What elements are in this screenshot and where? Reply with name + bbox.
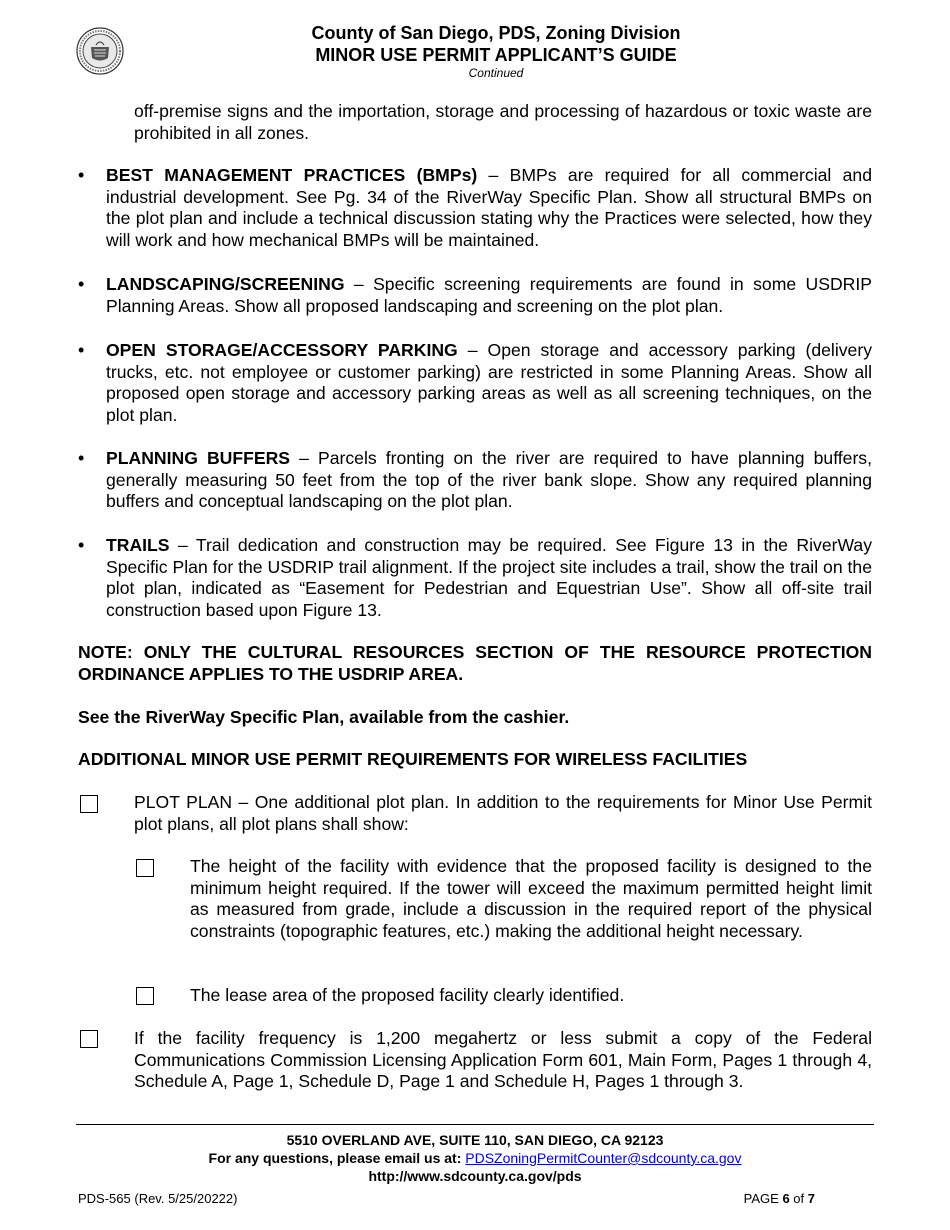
bullet-text: – Trail dedication and construction may be required. See Figure 13 in the RiverWay Specific Plan for the USDRIP trail alignment. If the project site includes a trail, show the trail on the plot plan, indicated as “Easement for Pedestrian and Equestrian Use”. Show all off-site trail construction based upon Figure 13. — [106, 535, 872, 620]
page-label: PAGE — [743, 1191, 783, 1206]
bullet-dot: • — [78, 535, 85, 555]
footer-address: 5510 OVERLAND AVE, SUITE 110, SAN DIEGO, CA 92123 — [286, 1132, 664, 1148]
bullet-trails — [106, 535, 872, 621]
page-number — [744, 1190, 815, 1208]
bullet-text: – Parcels fronting on the river are required to have planning buffers, generally measuring 50 feet from the top of the river bank slope. Show any required planning buffers and conceptual landscaping on the plot plan. — [106, 448, 872, 511]
bullet-text: – BMPs are required for all commercial and industrial development. See Pg. 34 of the RiverWay Specific Plan. Show all structural BMPs on the plot plan and include a technical discussion stating why the Practices were selected, how they will work and how mechanical BMPs will be maintained. — [106, 165, 872, 250]
intro-text: off-premise signs and the importation, storage and processing of hazardous or toxic waste are prohibited in all zones. — [134, 101, 872, 143]
bullet-open-storage — [106, 340, 872, 426]
bullet-text: – Open storage and accessory parking (delivery trucks, etc. not employee or customer parking) are restricted in some Planning Areas. Show all proposed open storage and accessory parking areas as well as all screening techniques, on the plot plan. — [106, 340, 872, 425]
lease-area-checkbox[interactable] — [136, 987, 154, 1005]
footer-questions-label: For any questions, please email us at: — [208, 1150, 466, 1166]
document-guide-title: MINOR USE PERMIT APPLICANT’S GUIDE — [315, 45, 677, 65]
see-plan-text: See the RiverWay Specific Plan, available from the cashier. — [78, 707, 570, 727]
bullet-landscaping — [106, 274, 872, 317]
frequency-text: If the facility frequency is 1,200 megahertz or less submit a copy of the Federal Communications Commission Licensing Application Form 601, Main Form, Pages 1 through 4, Schedule A, Page 1, Schedule D, Page 1 and Schedule H, Pages 1 through 3. — [134, 1028, 872, 1091]
bullet-title: LANDSCAPING/SCREENING — [106, 274, 345, 294]
bullet-title: PLANNING BUFFERS — [106, 448, 291, 468]
page-total: 7 — [807, 1191, 815, 1206]
height-text: The height of the facility with evidence that the proposed facility is designed to the minimum height required. If the tower will exceed the maximum permitted height limit as measured from grade, include a discussion in the required report of the physical constraints (topographic features, etc.) making the additional height necessary. — [190, 856, 872, 941]
footer-email-link[interactable]: PDSZoningPermitCounter@sdcounty.ca.gov — [465, 1150, 742, 1166]
wireless-heading: ADDITIONAL MINOR USE PERMIT REQUIREMENTS FOR WIRELESS FACILITIES — [78, 749, 748, 769]
bullet-dot: • — [78, 448, 85, 468]
bullet-dot: • — [78, 274, 85, 294]
bullet-title: OPEN STORAGE/ACCESSORY PARKING — [106, 340, 458, 360]
form-number: PDS-565 (Rev. 5/25/20222) — [78, 1191, 238, 1206]
plot-plan-checkbox[interactable] — [80, 795, 98, 813]
frequency-checkbox[interactable] — [80, 1030, 98, 1048]
bullet-title: BEST MANAGEMENT PRACTICES (BMPs) — [106, 165, 478, 185]
page-of: of — [789, 1191, 808, 1206]
footer-website[interactable]: http://www.sdcounty.ca.gov/pds — [368, 1168, 582, 1184]
note-text: NOTE: ONLY THE CULTURAL RESOURCES SECTION OF THE RESOURCE PROTECTION ORDINANCE APPLIES TO THE USDRIP AREA. — [78, 642, 872, 684]
county-seal-icon — [76, 27, 124, 75]
bullet-planning-buffers — [106, 448, 872, 513]
plot-plan-text: PLOT PLAN – One additional plot plan. In addition to the requirements for Minor Use Permit plot plans, all plot plans shall show: — [134, 792, 872, 834]
height-checkbox[interactable] — [136, 859, 154, 877]
document-county-title: County of San Diego, PDS, Zoning Division — [311, 23, 681, 43]
bullet-bmp — [106, 165, 872, 251]
bullet-dot: • — [78, 340, 85, 360]
continued-label: Continued — [468, 66, 524, 80]
footer-contact — [0, 1149, 950, 1167]
bullet-dot: • — [78, 165, 85, 185]
page-current: 6 — [782, 1191, 790, 1206]
footer-divider — [76, 1124, 874, 1125]
bullet-text: – Specific screening requirements are found in some USDRIP Planning Areas. Show all proposed landscaping and screening on the plot plan. — [106, 274, 872, 316]
lease-area-text: The lease area of the proposed facility clearly identified. — [190, 985, 625, 1005]
bullet-title: TRAILS — [106, 535, 170, 555]
